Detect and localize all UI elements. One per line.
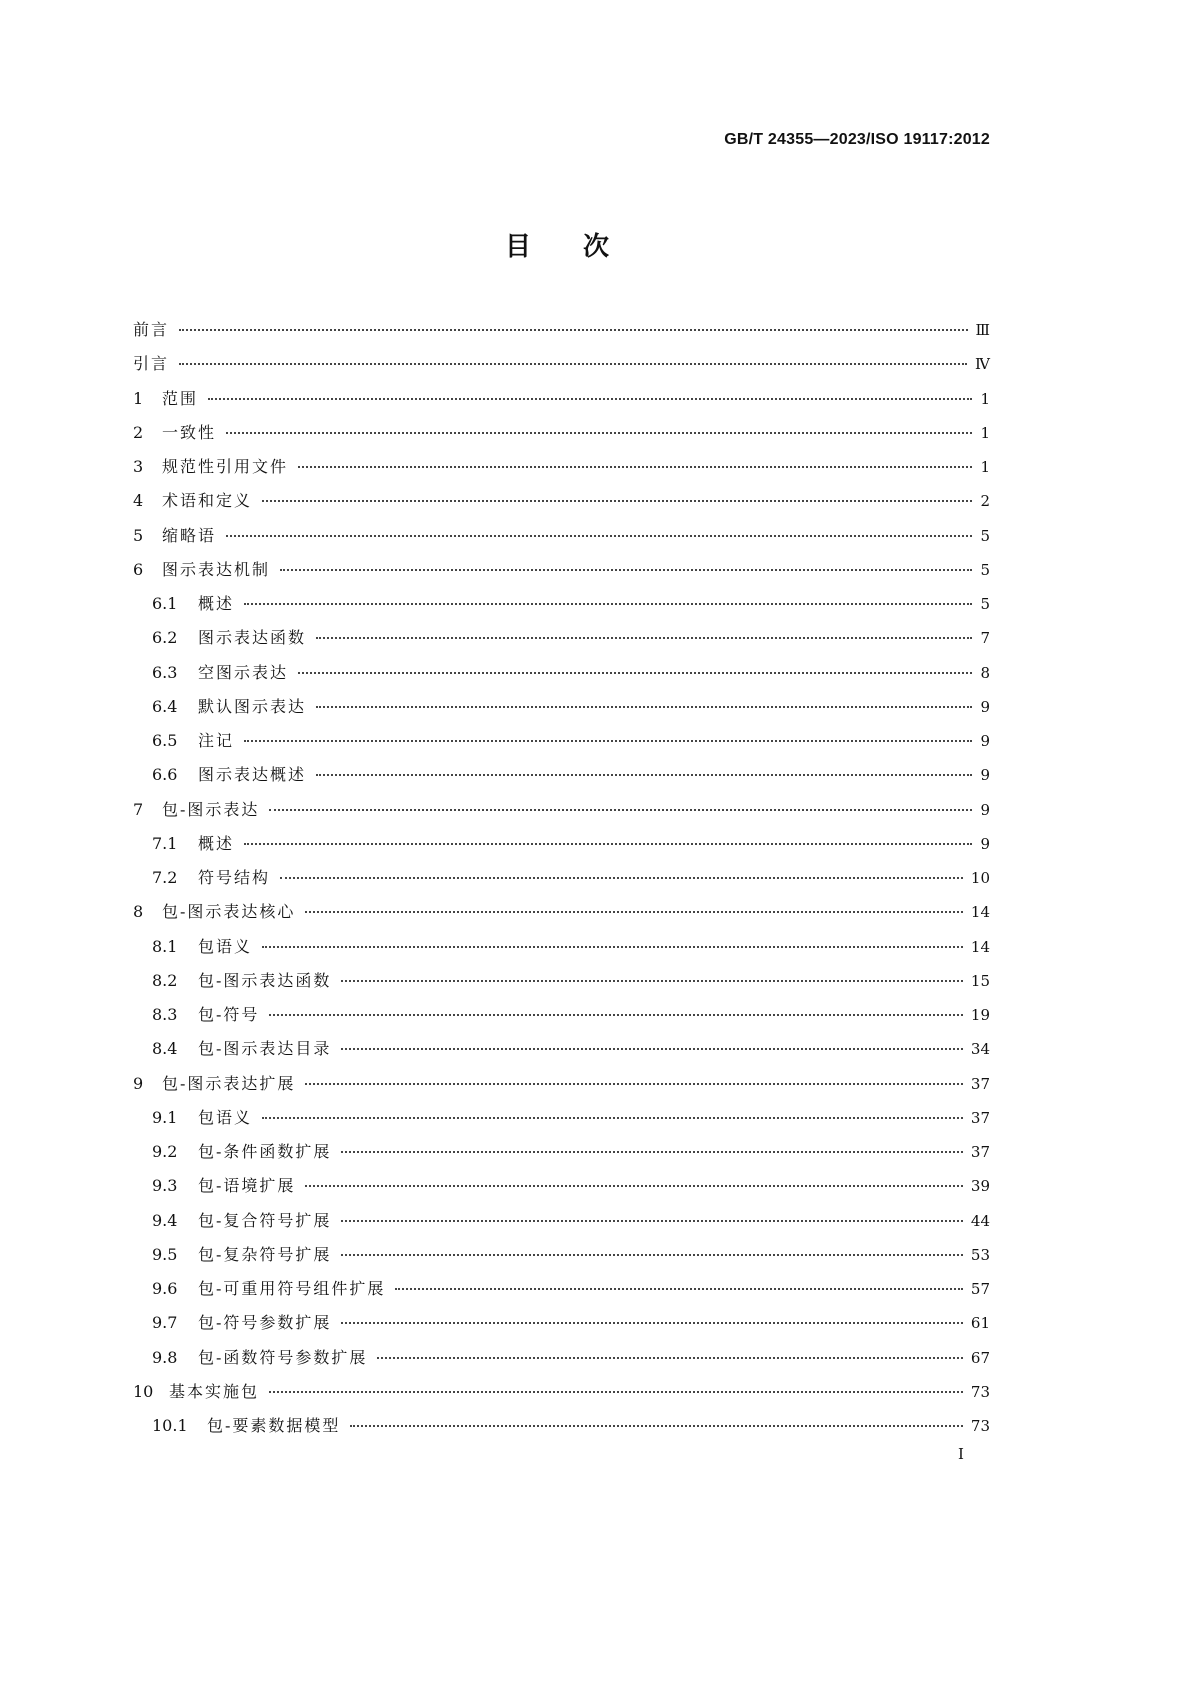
page-number: Ⅰ — [958, 1445, 964, 1463]
toc-entry-number: 6.4 — [152, 696, 178, 716]
toc-entry-number: 9.1 — [152, 1107, 178, 1127]
toc-dot-leader — [316, 774, 972, 776]
toc-dot-leader — [262, 1117, 963, 1119]
table-of-contents — [133, 313, 990, 1443]
toc-entry[interactable] — [133, 724, 990, 758]
toc-entry-page: Ⅲ — [975, 321, 990, 339]
toc-entry-label: 包-图示表达 — [162, 799, 260, 819]
toc-entry-page: 1 — [980, 423, 990, 442]
toc-entry-label: 包-语境扩展 — [198, 1176, 296, 1196]
toc-dot-leader — [280, 569, 972, 571]
toc-entry-label: 默认图示表达 — [198, 696, 307, 716]
toc-dot-leader — [244, 740, 972, 742]
toc-entry-number: 8.1 — [152, 936, 178, 956]
toc-entry-label: 概述 — [198, 594, 235, 613]
toc-entry-label: 包-函数符号参数扩展 — [198, 1347, 368, 1367]
toc-entry-number: 9.8 — [152, 1347, 178, 1367]
toc-entry-label: 包-复杂符号扩展 — [198, 1244, 332, 1264]
toc-entry-number: 6.3 — [152, 662, 178, 682]
toc-entry[interactable] — [133, 1306, 990, 1340]
standard-code: GB/T 24355—2023/ISO 19117:2012 — [724, 131, 990, 148]
toc-entry[interactable] — [133, 450, 990, 484]
toc-dot-leader — [341, 1151, 962, 1153]
toc-entry[interactable] — [133, 1204, 990, 1238]
toc-entry-page: Ⅳ — [975, 355, 990, 374]
toc-entry[interactable] — [133, 690, 990, 724]
toc-dot-leader — [305, 1185, 962, 1187]
toc-entry-page: 9 — [980, 800, 990, 819]
toc-entry-page: 14 — [970, 903, 990, 922]
toc-entry-page: 2 — [980, 492, 990, 511]
toc-entry-label: 包-复合符号扩展 — [198, 1210, 332, 1230]
toc-entry[interactable] — [133, 347, 990, 381]
toc-entry-page: 9 — [980, 766, 990, 785]
toc-entry[interactable] — [133, 793, 990, 827]
toc-entry[interactable] — [133, 1032, 990, 1066]
toc-entry-label: 基本实施包 — [169, 1381, 260, 1401]
toc-entry-page: 57 — [970, 1280, 990, 1298]
toc-entry-label: 一致性 — [162, 422, 217, 442]
toc-entry-page: 39 — [970, 1177, 990, 1196]
toc-entry-number: 8.2 — [152, 970, 178, 990]
toc-entry-label: 包-可重用符号组件扩展 — [198, 1279, 386, 1298]
toc-entry-label: 图示表达概述 — [198, 765, 307, 785]
toc-entry-number: 9.3 — [152, 1176, 178, 1196]
toc-entry-number: 9.4 — [152, 1210, 178, 1230]
toc-entry[interactable] — [133, 621, 990, 655]
toc-entry[interactable] — [133, 1067, 990, 1101]
toc-dot-leader — [269, 1391, 963, 1393]
toc-entry-number: 7.1 — [152, 833, 178, 853]
toc-entry[interactable] — [133, 1272, 990, 1306]
toc-entry-label: 引言 — [133, 354, 170, 374]
toc-title: 目次 — [505, 232, 662, 262]
toc-entry-number: 8.3 — [152, 1005, 178, 1024]
toc-dot-leader — [298, 672, 972, 674]
toc-entry-number: 8.4 — [152, 1039, 178, 1059]
toc-entry-label: 包语义 — [198, 1107, 253, 1127]
toc-entry-page: 73 — [970, 1417, 990, 1435]
toc-entry[interactable] — [133, 964, 990, 998]
toc-entry[interactable] — [133, 1169, 990, 1203]
toc-entry-page: 9 — [980, 732, 990, 750]
toc-entry-number: 9.5 — [152, 1244, 178, 1264]
toc-entry[interactable] — [133, 313, 990, 347]
toc-entry[interactable] — [133, 758, 990, 792]
toc-entry-label: 规范性引用文件 — [162, 457, 289, 476]
toc-dot-leader — [179, 329, 968, 331]
toc-entry[interactable] — [133, 1135, 990, 1169]
toc-entry-label: 包-图示表达函数 — [198, 970, 332, 990]
toc-entry-page: 15 — [970, 971, 990, 990]
toc-entry-label: 空图示表达 — [198, 662, 289, 682]
toc-entry-label: 概述 — [198, 833, 235, 853]
toc-dot-leader — [377, 1357, 962, 1359]
toc-entry-number: 5 — [133, 525, 144, 545]
toc-dot-leader — [350, 1425, 962, 1427]
toc-dot-leader — [280, 877, 963, 879]
toc-entry[interactable] — [133, 1238, 990, 1272]
toc-entry-number: 6.5 — [152, 731, 178, 750]
toc-entry-label: 包-图示表达扩展 — [162, 1073, 296, 1093]
toc-entry-label: 图示表达机制 — [162, 559, 271, 579]
toc-entry-label: 前言 — [133, 320, 170, 339]
toc-dot-leader — [262, 500, 972, 502]
toc-entry-label: 缩略语 — [162, 525, 217, 545]
toc-dot-leader — [244, 603, 972, 605]
toc-entry-label: 包-符号 — [198, 1005, 260, 1024]
toc-entry[interactable] — [133, 1101, 990, 1135]
toc-dot-leader — [244, 843, 972, 845]
toc-entry[interactable] — [133, 895, 990, 929]
toc-entry-label: 术语和定义 — [162, 491, 253, 511]
toc-entry[interactable] — [133, 519, 990, 553]
toc-entry-page: 37 — [970, 1108, 990, 1127]
toc-dot-leader — [341, 1322, 962, 1324]
toc-dot-leader — [395, 1288, 962, 1290]
toc-entry-page: 1 — [980, 389, 990, 408]
toc-dot-leader — [269, 809, 972, 811]
toc-entry-page: 14 — [970, 937, 990, 956]
toc-dot-leader — [262, 946, 963, 948]
toc-entry-label: 包-图示表达核心 — [162, 902, 296, 922]
toc-entry-label: 包语义 — [198, 936, 253, 956]
toc-entry-page: 5 — [980, 526, 990, 545]
toc-entry-label: 包-要素数据模型 — [207, 1416, 341, 1435]
toc-entry-label: 符号结构 — [198, 868, 271, 887]
toc-entry-page: 61 — [970, 1314, 990, 1333]
toc-entry-number: 6 — [133, 559, 144, 579]
toc-entry-page: 37 — [970, 1074, 990, 1093]
toc-entry[interactable] — [133, 1341, 990, 1375]
toc-entry-number: 4 — [133, 491, 144, 511]
toc-entry-page: 1 — [980, 458, 990, 476]
toc-entry-number: 6.2 — [152, 628, 178, 648]
toc-entry-page: 8 — [980, 663, 990, 682]
toc-dot-leader — [269, 1014, 962, 1016]
toc-entry-label: 图示表达函数 — [198, 628, 307, 648]
toc-entry-page: 44 — [970, 1211, 990, 1230]
toc-dot-leader — [226, 432, 972, 434]
toc-entry-label: 包-条件函数扩展 — [198, 1142, 332, 1161]
toc-entry-number: 7 — [133, 799, 144, 819]
toc-entry-number: 2 — [133, 422, 144, 442]
toc-entry-number: 3 — [133, 457, 144, 476]
toc-entry-page: 53 — [970, 1245, 990, 1264]
toc-entry-number: 9 — [133, 1073, 144, 1093]
toc-entry[interactable] — [133, 382, 990, 416]
toc-entry[interactable] — [133, 484, 990, 518]
toc-entry-page: 67 — [970, 1348, 990, 1367]
toc-entry-label: 注记 — [198, 731, 235, 750]
toc-entry[interactable] — [133, 998, 990, 1032]
toc-entry-label: 包-图示表达目录 — [198, 1039, 332, 1059]
toc-entry-number: 9.6 — [152, 1279, 178, 1298]
toc-entry[interactable] — [133, 930, 990, 964]
toc-dot-leader — [341, 1220, 962, 1222]
toc-dot-leader — [316, 706, 972, 708]
toc-dot-leader — [341, 1048, 962, 1050]
toc-entry-number: 6.6 — [152, 765, 178, 785]
toc-entry-number: 7.2 — [152, 868, 178, 887]
toc-entry[interactable] — [133, 1375, 990, 1409]
toc-entry-number: 6.1 — [152, 594, 178, 613]
toc-entry[interactable] — [133, 827, 990, 861]
toc-entry-page: 7 — [980, 629, 990, 648]
toc-entry[interactable] — [133, 861, 990, 895]
toc-entry-page: 10 — [970, 869, 990, 887]
toc-dot-leader — [305, 1083, 962, 1085]
toc-dot-leader — [316, 637, 972, 639]
toc-entry-page: 5 — [980, 595, 990, 613]
toc-entry-page: 19 — [970, 1006, 990, 1024]
toc-entry-number: 1 — [133, 388, 144, 408]
toc-entry-number: 9.7 — [152, 1313, 178, 1333]
toc-entry-number: 9.2 — [152, 1142, 178, 1161]
toc-entry[interactable] — [133, 656, 990, 690]
toc-entry-page: 9 — [980, 697, 990, 716]
toc-dot-leader — [298, 466, 972, 468]
toc-entry-label: 包-符号参数扩展 — [198, 1313, 332, 1333]
toc-entry[interactable] — [133, 553, 990, 587]
toc-entry-page: 73 — [970, 1382, 990, 1401]
toc-entry-label: 范围 — [162, 388, 199, 408]
toc-dot-leader — [226, 535, 972, 537]
toc-entry[interactable] — [133, 1409, 990, 1443]
toc-dot-leader — [341, 1254, 962, 1256]
toc-entry-page: 5 — [980, 560, 990, 579]
toc-dot-leader — [341, 980, 962, 982]
toc-entry[interactable] — [133, 416, 990, 450]
toc-entry-number: 8 — [133, 902, 144, 922]
toc-entry-number: 10 — [133, 1381, 154, 1401]
toc-entry-page: 9 — [980, 834, 990, 853]
toc-entry-number: 10.1 — [152, 1416, 188, 1435]
toc-entry[interactable] — [133, 587, 990, 621]
toc-entry-page: 34 — [970, 1040, 990, 1059]
toc-dot-leader — [208, 398, 972, 400]
toc-entry-page: 37 — [970, 1143, 990, 1161]
toc-dot-leader — [305, 911, 962, 913]
toc-dot-leader — [179, 363, 967, 365]
